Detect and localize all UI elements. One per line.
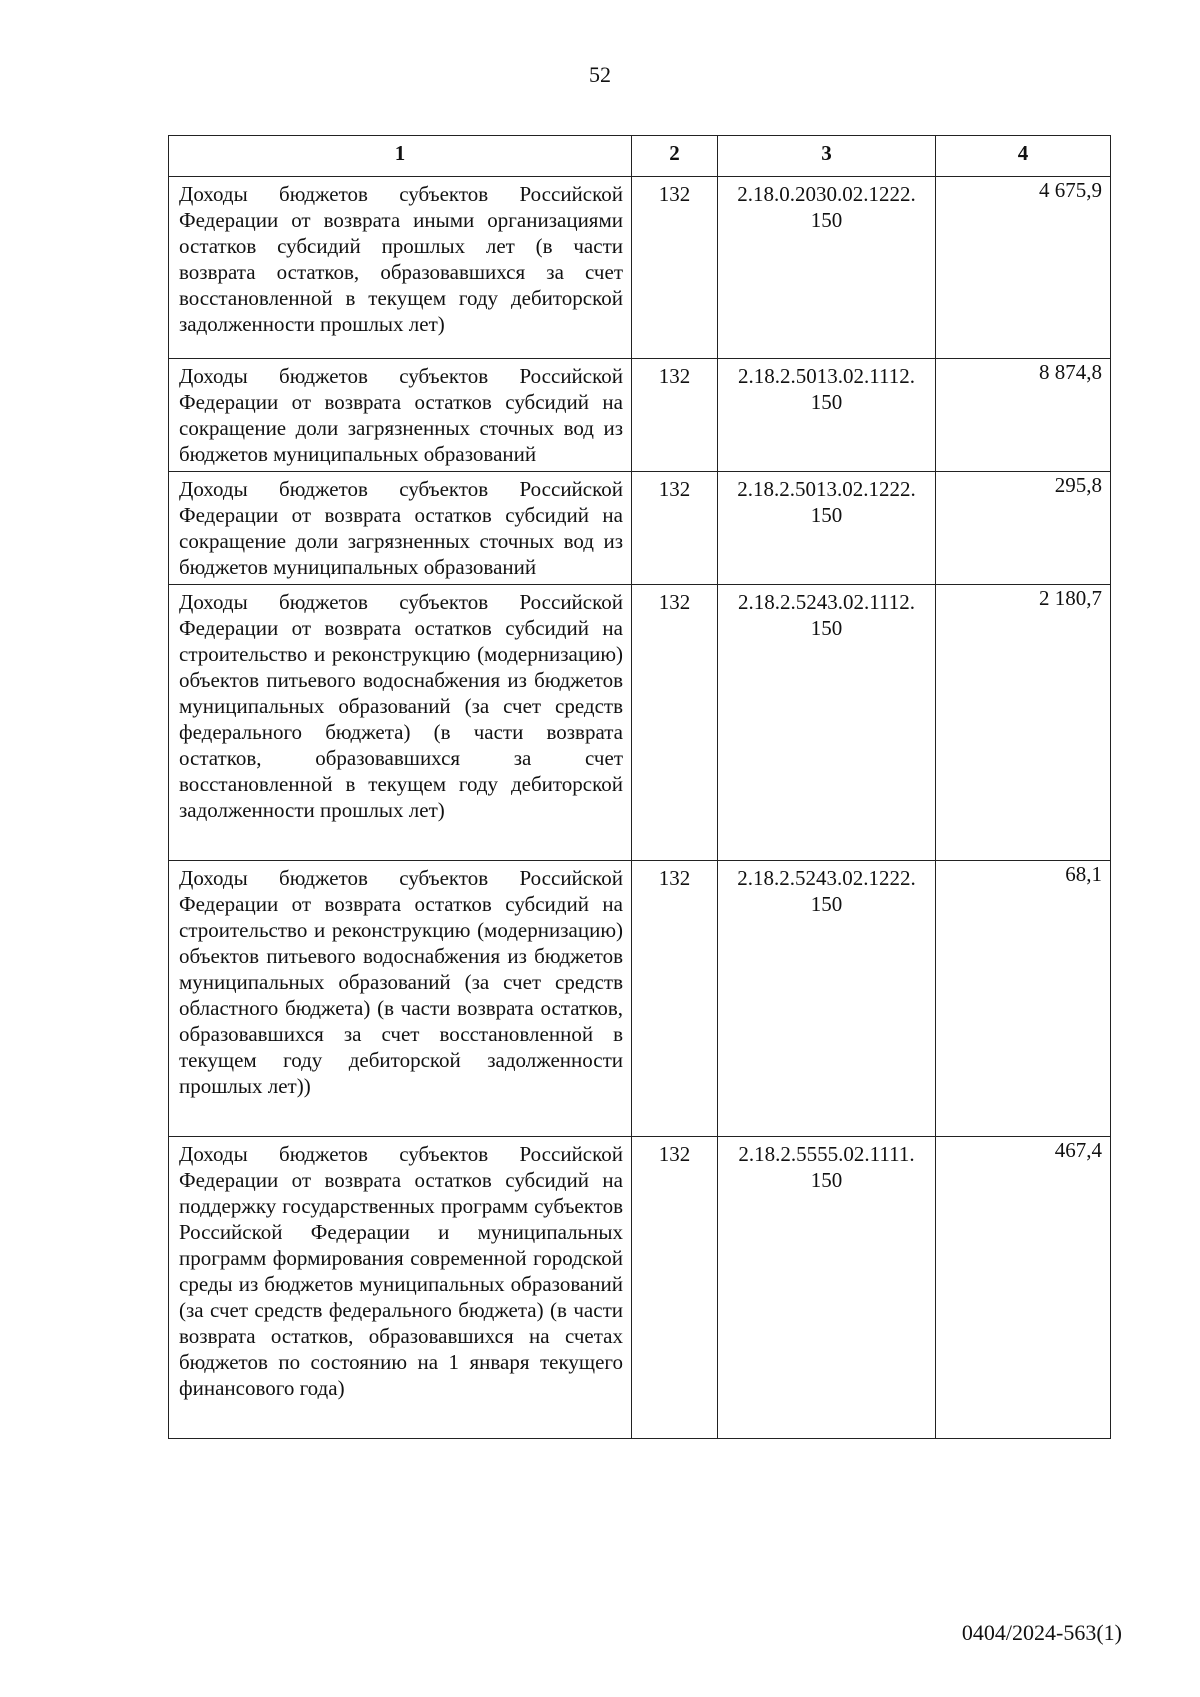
budget-code-cell (718, 585, 936, 861)
budget-code-suffix: 150 (810, 208, 843, 232)
table-row (169, 861, 1111, 1137)
budget-code-suffix: 150 (810, 616, 843, 640)
budget-code-suffix: 150 (810, 892, 843, 916)
table-row (169, 585, 1111, 861)
amount-cell: 4 675,9 (936, 177, 1111, 359)
admin-code-cell: 132 (632, 861, 718, 1137)
budget-revenue-table (168, 135, 1111, 1439)
budget-code-suffix: 150 (810, 390, 843, 414)
document-registration-number: 0404/2024-563(1) (961, 1620, 1122, 1645)
column-header-2: 2 (632, 136, 718, 177)
admin-code-cell: 132 (632, 359, 718, 472)
admin-code-cell: 132 (632, 472, 718, 585)
table-row (169, 472, 1111, 585)
revenue-name-cell: Доходы бюджетов субъектов Российской Федерации от возврата остатков субсидий на сокращение доли загрязненных сточных вод из бюджетов муниципальных образований (169, 359, 632, 472)
column-header-3: 3 (718, 136, 936, 177)
admin-code-cell: 132 (632, 177, 718, 359)
amount-cell: 467,4 (936, 1137, 1111, 1439)
budget-code-cell (718, 861, 936, 1137)
admin-code-cell: 132 (632, 1137, 718, 1439)
budget-code-suffix: 150 (810, 1168, 843, 1192)
amount-cell: 295,8 (936, 472, 1111, 585)
budget-code-line: 2.18.2.5243.02.1222. (737, 866, 916, 890)
budget-code-cell (718, 359, 936, 472)
revenue-name-cell: Доходы бюджетов субъектов Российской Федерации от возврата остатков субсидий на сокращение доли загрязненных сточных вод из бюджетов муниципальных образований (169, 472, 632, 585)
amount-cell: 68,1 (936, 861, 1111, 1137)
budget-code-cell (718, 1137, 936, 1439)
table-row (169, 177, 1111, 359)
budget-code-line: 2.18.2.5243.02.1112. (738, 590, 915, 614)
table-header-row (169, 136, 1111, 177)
table-row (169, 1137, 1111, 1439)
amount-cell: 8 874,8 (936, 359, 1111, 472)
budget-code-cell (718, 472, 936, 585)
budget-code-suffix: 150 (810, 503, 843, 527)
revenue-name-cell: Доходы бюджетов субъектов Российской Федерации от возврата иными организациями остатков субсидий прошлых лет (в части возврата остатков, образовавшихся за счет восстановленной в текущем году дебиторской задолженности прошлых лет) (169, 177, 632, 359)
column-header-4: 4 (936, 136, 1111, 177)
revenue-name-cell: Доходы бюджетов субъектов Российской Федерации от возврата остатков субсидий на поддержку государственных программ субъектов Российской Федерации и муниципальных программ формирования современной городской среды из бюджетов муниципальных образований (за счет средств федерального бюджета) (в части возврата остатков, образовавшихся на счетах бюджетов по состоянию на 1 января текущего финансового года) (169, 1137, 632, 1439)
column-header-1: 1 (169, 136, 632, 177)
revenue-name-cell: Доходы бюджетов субъектов Российской Федерации от возврата остатков субсидий на строительство и реконструкцию (модернизацию) объектов питьевого водоснабжения из бюджетов муниципальных образований (за счет средств областного бюджета) (в части возврата остатков, образовавшихся за счет восстановленной в текущем году дебиторской задолженности прошлых лет)) (169, 861, 632, 1137)
admin-code-cell: 132 (632, 585, 718, 861)
budget-code-line: 2.18.2.5013.02.1222. (737, 477, 916, 501)
table-row (169, 359, 1111, 472)
budget-code-cell (718, 177, 936, 359)
revenue-name-cell: Доходы бюджетов субъектов Российской Федерации от возврата остатков субсидий на строительство и реконструкцию (модернизацию) объектов питьевого водоснабжения из бюджетов муниципальных образований (за счет средств федерального бюджета) (в части возврата остатков, образовавшихся за счет восстановленной в текущем году дебиторской задолженности прошлых лет) (169, 585, 632, 861)
page-number: 52 (589, 62, 611, 87)
budget-code-line: 2.18.2.5013.02.1112. (738, 364, 915, 388)
budget-code-line: 2.18.0.2030.02.1222. (737, 182, 916, 206)
amount-cell: 2 180,7 (936, 585, 1111, 861)
budget-code-line: 2.18.2.5555.02.1111. (738, 1142, 915, 1166)
